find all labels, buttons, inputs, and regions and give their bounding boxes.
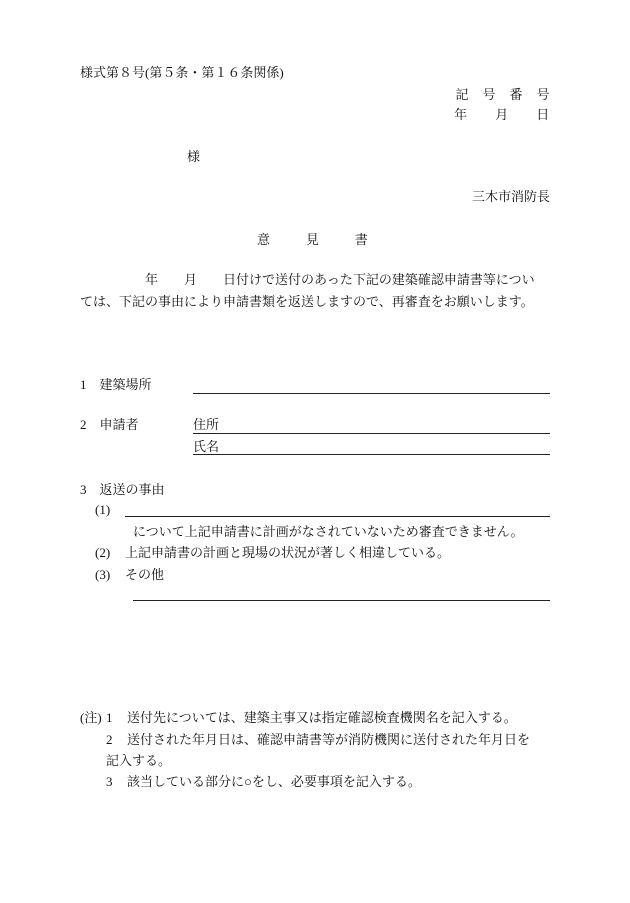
reason-2-number: (2) — [95, 545, 111, 560]
body-text-line-1: 年 月 日付けで送付のあった下記の建築確認申請書等につい — [145, 272, 535, 287]
document-title: 意 見 書 — [257, 232, 372, 247]
date-label: 年 月 日 — [454, 107, 550, 122]
applicant-name-blank-line — [193, 454, 550, 455]
note-3-text: 該当している部分に○をし、必要事項を記入する。 — [127, 774, 421, 789]
reason-1-blank-line — [125, 516, 550, 517]
reason-3-blank-line — [133, 600, 550, 601]
note-2-number: 2 — [106, 732, 113, 747]
note-3-number: 3 — [106, 774, 113, 789]
sender-name: 三木市消防長 — [471, 189, 550, 204]
note-1-number: 1 — [106, 710, 113, 725]
applicant-name-label: 氏名 — [193, 439, 220, 454]
building-site-blank-line — [193, 393, 550, 394]
reference-number-label: 記 号 番 号 — [455, 87, 550, 102]
reason-1-number: (1) — [95, 502, 111, 517]
notes-prefix: (注) — [80, 710, 102, 725]
return-reason-label: 3 返送の事由 — [80, 482, 165, 497]
applicant-address-blank-line — [193, 433, 550, 434]
reason-1-text: について上記申請書に計画がなされていないため審査できません。 — [133, 524, 524, 539]
reason-3-text: その他 — [125, 567, 165, 582]
note-2-continuation: 記入する。 — [106, 753, 172, 768]
applicant-label: 2 申請者 — [80, 417, 139, 432]
note-1-text: 送付先については、建築主事又は指定確認検査機関名を記入する。 — [127, 710, 517, 725]
note-2-text: 送付された年月日は、確認申請書等が消防機関に送付された年月日を — [127, 732, 531, 747]
applicant-address-label: 住所 — [193, 417, 220, 432]
form-number: 様式第８号(第５条・第１６条関係) — [80, 65, 284, 80]
reason-2-text: 上記申請書の計画と現場の状況が著しく相違している。 — [125, 545, 451, 560]
addressee-honorific: 様 — [187, 149, 201, 164]
building-site-label: 1 建築場所 — [80, 377, 152, 392]
body-text-line-2: ては、下記の事由により申請書類を返送しますので、再審査をお願いします。 — [80, 294, 534, 309]
reason-3-number: (3) — [95, 567, 111, 582]
